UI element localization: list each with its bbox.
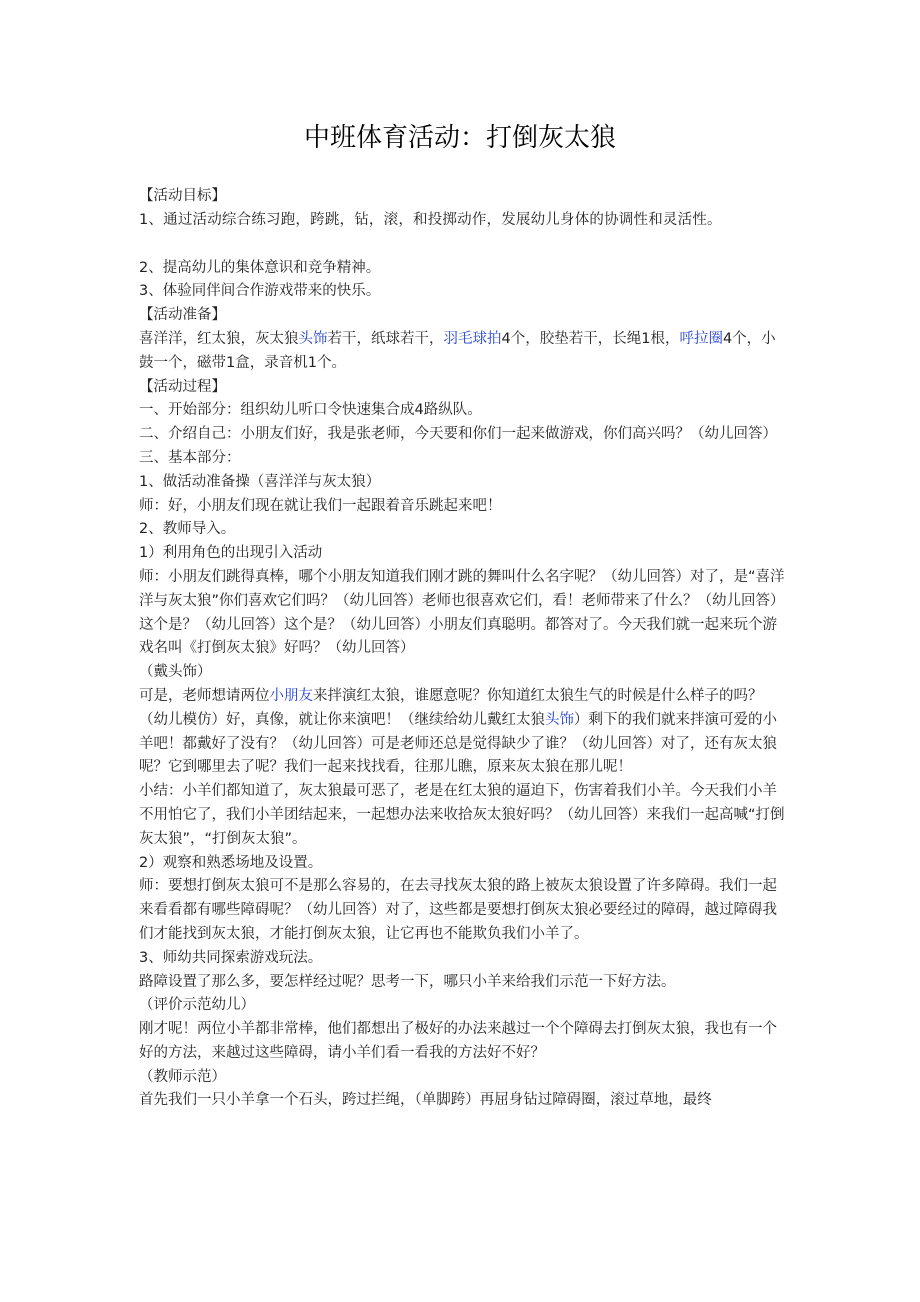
paragraph-method: 刚才呢！两位小羊都非常棒，他们都想出了极好的办法来越过一个个障碍去打倒灰太狼，我也有一个好的方法，来越过这些障碍，请小羊们看一看我的方法好不好？ <box>139 1021 777 1061</box>
text-span: 来拌演红太狼，谁愿意呢？你知道红太狼生气的时候是什么样子的吗？（幼儿模仿）好，真像，就让你来演吧！（继续给幼儿戴红太狼 <box>139 687 763 728</box>
paragraph-summary: 小结：小羊们都知道了，灰太狼最可恶了，老是在红太狼的逼迫下，伤害着我们小羊。今天我们小羊不用怕它了，我们小羊团结起来，一起想办法来收拾灰太狼好吗？（幼儿回答）来我们一起高喊“打倒灰太狼”，“打倒灰太狼”。 <box>139 783 785 847</box>
paragraph-obstacles: 路障设置了那么多，要怎样经过呢？思考一下，哪只小羊来给我们示范一下好方法。 <box>139 973 676 990</box>
paragraph-goal-2: 2、提高幼儿的集体意识和竞争精神。 <box>139 259 381 276</box>
paragraph-goal-1: 1、通过活动综合练习跑，跨跳，钻，滚，和投掷动作，发展幼儿身体的协调性和灵活性。 <box>139 211 722 228</box>
paragraph-evaluate: （评价示范幼儿） <box>139 997 255 1014</box>
paragraph-roles <box>139 685 785 780</box>
document-title: 中班体育活动：打倒灰太狼 <box>303 123 616 153</box>
paragraph-role-intro: 1）利用角色的出现引入活动 <box>139 545 323 562</box>
paragraph-demo: （教师示范） <box>139 1068 226 1085</box>
paragraph-goal-3: 3、体验同伴间合作游戏带来的快乐。 <box>139 283 381 300</box>
link-headwear-2[interactable]: 头饰 <box>545 711 574 728</box>
section-heading-preparation: 【活动准备】 <box>139 307 226 324</box>
link-hula-hoop[interactable]: 呼拉圈 <box>679 330 723 347</box>
paragraph-headwear: （戴头饰） <box>139 664 212 681</box>
paragraph-teacher-2: 师：小朋友们跳得真棒，哪个小朋友知道我们刚才跳的舞叫什么名字呢？（幼儿回答）对了，是“喜洋洋与灰太狼”你们喜欢它们吗？（幼儿回答）老师也很喜欢它们，看！老师带来了什么？（幼儿回答）这个是？（幼儿回答）这个是？（幼儿回答）小朋友们真聪明。都答对了。今天我们就一起来玩个游戏名叫《打倒灰太狼》好吗？（幼儿回答） <box>139 568 785 657</box>
link-headwear[interactable]: 头饰 <box>298 330 328 347</box>
blank-line <box>139 233 785 257</box>
paragraph-steps: 首先我们一只小羊拿一个石头，跨过拦绳，（单脚跨）再屈身钻过障碍圈，滚过草地，最终 <box>139 1092 712 1109</box>
paragraph-lead-in: 2、教师导入。 <box>139 521 236 538</box>
paragraph-teacher-1: 师：好，小朋友们现在就让我们一起跟着音乐跳起来吧！ <box>139 497 502 514</box>
paragraph-start: 一、开始部分：组织幼儿听口令快速集合成4路纵队。 <box>139 402 482 419</box>
paragraph-intro: 二、介绍自己：小朋友们好，我是张老师，今天要和你们一起来做游戏，你们高兴吗？（幼儿回答） <box>139 426 777 443</box>
paragraph-warmup: 1、做活动准备操（喜洋洋与灰太狼） <box>139 473 381 490</box>
paragraph-teacher-3: 师：要想打倒灰太狼可不是那么容易的，在去寻找灰太狼的路上被灰太狼设置了许多障碍。我们一起来看看都有哪些障碍呢？（幼儿回答）对了，这些都是要想打倒灰太狼必要经过的障碍，越过障碍我们才能找到灰太狼，才能打倒灰太狼，让它再也不能欺负我们小羊了。 <box>139 878 777 942</box>
text-span: ）剩下的我们就来拌演可爱的小羊吧！都戴好了没有？（幼儿回答）可是老师还总是觉得缺少了谁？（幼儿回答）对了，还有灰太狼呢？它到哪里去了呢？我们一起来找找看，往那儿瞧，原来灰太狼在那儿呢！ <box>139 711 777 776</box>
paragraph-basic: 三、基本部分： <box>139 449 241 466</box>
paragraph-observe: 2）观察和熟悉场地及设置。 <box>139 854 323 871</box>
text-span: 可是，老师想请两位 <box>139 687 270 704</box>
paragraph-materials <box>139 328 785 376</box>
section-heading-goals: 【活动目标】 <box>139 188 226 204</box>
section-heading-process: 【活动过程】 <box>139 378 226 395</box>
text-span: 若干，纸球若干， <box>327 330 444 347</box>
paragraph-explore: 3、师幼共同探索游戏玩法。 <box>139 949 323 966</box>
link-children[interactable]: 小朋友 <box>269 687 313 704</box>
text-span: 喜洋洋，红太狼，灰太狼 <box>139 330 299 347</box>
text-span: 4个，胶垫若干，长绳1根， <box>501 330 680 347</box>
document-body <box>139 185 785 1113</box>
text-span: 4个，小鼓一个，磁带1盒，录音机1个。 <box>139 330 776 371</box>
link-badminton-racket[interactable]: 羽毛球拍 <box>443 330 502 347</box>
